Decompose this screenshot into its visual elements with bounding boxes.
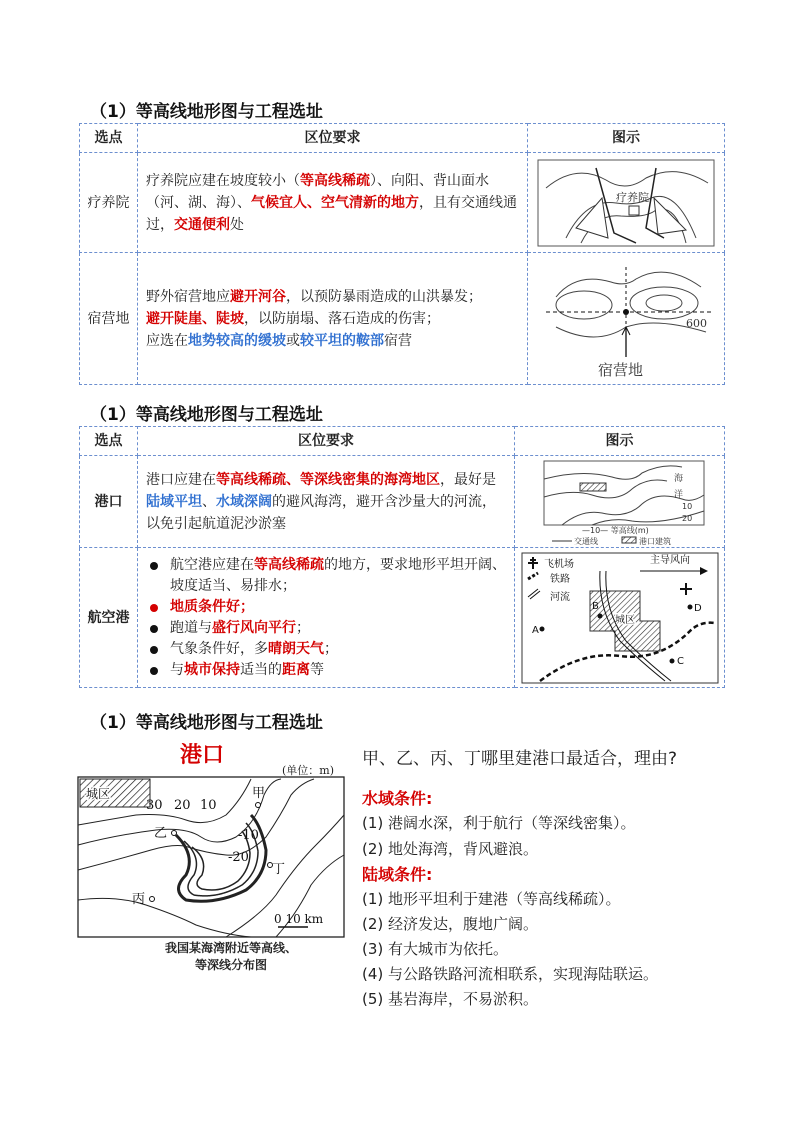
caption-line-2: 等深线分布图 (194, 958, 267, 972)
figure-contour-value: 600 (686, 316, 707, 330)
point-yi: 乙 (154, 826, 168, 841)
text: ，以预防暴雨造成的山洪暴发； (286, 288, 482, 305)
contour-20: 20 (174, 798, 191, 813)
list-item (146, 660, 506, 681)
text: 野外宿营地应 (146, 288, 230, 305)
highlight-text: 交通便利 (174, 216, 230, 233)
table-site-selection-2 (79, 426, 725, 688)
point-jia: 甲 (252, 786, 266, 801)
airport-location-map (520, 551, 720, 685)
text: ，最好是 (440, 471, 496, 488)
highlight-text: 陆域平坦 (146, 493, 202, 510)
table-header-row (80, 427, 725, 456)
label-ocean: 洋 (673, 489, 683, 500)
depth-10: -10 (238, 828, 259, 843)
list-item (146, 597, 506, 618)
text: 宿营 (384, 332, 412, 349)
text: ，以防崩塌、落石造成的伤害； (244, 310, 440, 327)
highlight-text: 地质条件好； (170, 598, 254, 615)
port-contour-map (522, 459, 718, 545)
land-condition-2: (2) 经济发达，腹地广阔。 (362, 915, 539, 933)
camp-contour-map (536, 257, 716, 381)
legend-railway: 铁路 (549, 573, 570, 585)
figure-sanatorium (528, 153, 725, 253)
point-B: B (591, 600, 599, 612)
label-depth-10: 10 (681, 501, 692, 511)
requirement-sanatorium (138, 153, 528, 253)
highlight-text: 避开河谷 (230, 288, 286, 305)
label-city: 城区 (614, 614, 635, 626)
text: 港口应建在 (146, 471, 216, 488)
table-site-selection-1 (79, 123, 725, 385)
bay-contour-map (76, 775, 346, 940)
depth-20: -20 (228, 850, 249, 865)
section-heading-3: （1）等高线地形图与工程选址 (90, 713, 323, 733)
label-sea: 海 (673, 473, 683, 484)
text: 等 (310, 661, 324, 678)
highlight-text: 等高线稀疏、等深线密集的海湾地区 (216, 471, 440, 488)
text: 应选在 (146, 332, 188, 349)
section-heading-1: （1）等高线地形图与工程选址 (90, 102, 323, 122)
text: ，且有交通线通过， (146, 194, 517, 233)
figure-airport (515, 548, 725, 688)
label-depth-20: 20 (681, 513, 692, 523)
water-conditions-heading: 水域条件: (362, 789, 433, 808)
airport-requirement-list (146, 555, 506, 681)
land-conditions-heading: 陆域条件: (362, 865, 433, 884)
camp-line-3 (146, 330, 519, 352)
water-condition-1: (1) 港阔水深，利于航行（等深线密集）。 (362, 814, 636, 832)
text: 跑道与 (170, 619, 212, 636)
text: ； (296, 619, 310, 636)
highlight-text: 盛行风向平行 (212, 619, 296, 636)
highlight-text: 较平坦的鞍部 (300, 332, 384, 349)
text: ）、向阳、背山面水（河、湖、海）、 (146, 172, 489, 211)
highlight-text: 气候宜人、空气清新的地方 (251, 194, 419, 211)
point-D: D (693, 602, 702, 614)
text: 疗养院应建在坡度较小（ (146, 172, 300, 189)
requirement-airport (138, 548, 515, 688)
text: 处 (230, 216, 244, 233)
table-row-sanatorium (80, 153, 725, 253)
site-sanatorium: 疗养院 (80, 153, 138, 253)
header-site: 选点 (80, 427, 138, 456)
water-condition-2: (2) 地处海湾，背风避浪。 (362, 840, 539, 858)
text: 或 (286, 332, 300, 349)
table-row-airport (80, 548, 725, 688)
text: 、 (202, 493, 216, 510)
land-condition-1: (1) 地形平坦利于建港（等高线稀疏）。 (362, 890, 621, 908)
highlight-text: 晴朗天气 (268, 640, 324, 657)
header-figure: 图示 (528, 124, 725, 153)
contour-10: 10 (200, 798, 217, 813)
camp-line-1 (146, 286, 519, 308)
text: 的避风海湾，避开含沙量大的河流，以免引起航道泥沙淤塞 (146, 493, 496, 532)
requirement-port (138, 456, 515, 548)
figure-port (515, 456, 725, 548)
legend-river: 河流 (549, 591, 570, 603)
point-ding: 丁 (272, 862, 286, 877)
table-header-row (80, 124, 725, 153)
site-port: 港口 (80, 456, 138, 548)
highlight-text: 地势较高的缓坡 (188, 332, 286, 349)
map-caption (118, 940, 344, 974)
point-bing: 丙 (132, 892, 146, 907)
table-row-port (80, 456, 725, 548)
list-item (146, 555, 506, 597)
label-city-district: 城区 (86, 787, 111, 801)
text: 气象条件好，多 (170, 640, 268, 657)
text: 的地方，要求地形平坦开阔、坡度适当、易排水； (170, 556, 506, 594)
header-figure: 图示 (515, 427, 725, 456)
legend-traffic: 交通线 (573, 536, 598, 545)
caption-line-1: 我国某海湾附近等高线、 (164, 941, 297, 955)
sanatorium-contour-map (536, 158, 716, 248)
header-requirement: 区位要求 (138, 124, 528, 153)
legend-port-building: 港口建筑 (638, 536, 671, 545)
point-C: C (676, 655, 684, 667)
text: ； (324, 640, 338, 657)
legend-airport: 飞机场 (543, 558, 574, 570)
section-heading-2: （1）等高线地形图与工程选址 (90, 405, 323, 425)
contour-30: 30 (146, 798, 163, 813)
table-row-camp (80, 253, 725, 385)
highlight-text: 城市保持 (184, 661, 240, 678)
text: 与 (170, 661, 184, 678)
header-site: 选点 (80, 124, 138, 153)
requirement-camp (138, 253, 528, 385)
list-item (146, 639, 506, 660)
land-condition-5: (5) 基岩海岸，不易淤积。 (362, 990, 539, 1008)
figure-label-sanatorium: 疗养院 (616, 190, 649, 204)
text: 适当的 (240, 661, 282, 678)
camp-line-2 (146, 308, 519, 330)
figure-label-camp: 宿营地 (598, 360, 644, 379)
question-text: 甲、乙、丙、丁哪里建港口最适合，理由? (362, 749, 678, 769)
highlight-text: 等高线稀疏 (300, 172, 370, 189)
port-map-title: 港口 (180, 743, 225, 768)
highlight-text: 避开陡崖、陡坡 (146, 310, 244, 327)
map-scale: 0 10 km (274, 912, 324, 926)
highlight-text: 距离 (282, 661, 310, 678)
text: 航空港应建在 (170, 556, 254, 573)
site-camp: 宿营地 (80, 253, 138, 385)
highlight-text: 水域深阔 (216, 493, 272, 510)
point-A: A (531, 624, 539, 636)
site-airport: 航空港 (80, 548, 138, 688)
figure-camp (528, 253, 725, 385)
header-requirement: 区位要求 (138, 427, 515, 456)
highlight-text: 等高线稀疏 (254, 556, 324, 573)
land-condition-4: (4) 与公路铁路河流相联系，实现海陆联运。 (362, 965, 659, 983)
list-item (146, 618, 506, 639)
label-wind: 主导风向 (649, 554, 690, 566)
legend-contour: —10— 等高线(m) (581, 525, 649, 535)
map-unit: (单位：m) (282, 764, 335, 777)
land-condition-3: (3) 有大城市为依托。 (362, 940, 509, 958)
